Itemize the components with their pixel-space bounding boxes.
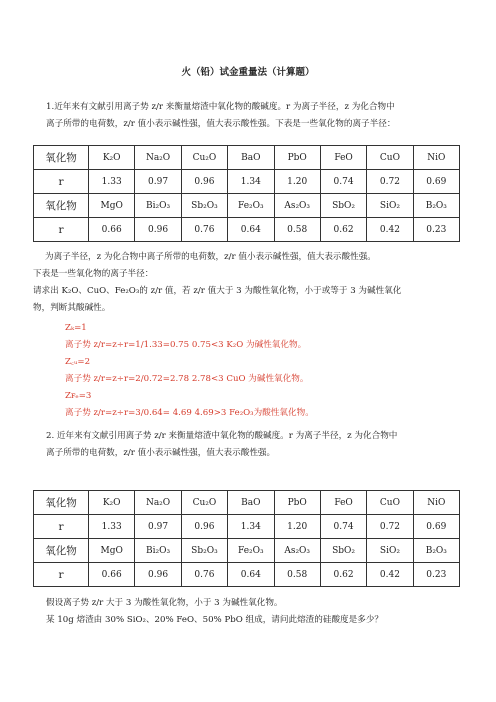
table-row [34, 539, 460, 563]
radius-cell: 0.64 [228, 563, 274, 587]
radius-cell: 0.97 [135, 170, 181, 194]
radius-cell: 1.20 [274, 515, 320, 539]
oxide-cell: PbO [274, 491, 320, 515]
radius-cell: 0.62 [320, 563, 366, 587]
header-r: r [34, 218, 89, 242]
answer-block [65, 320, 445, 422]
radius-cell: 0.58 [274, 218, 320, 242]
oxide-cell: PbO [274, 146, 320, 170]
after-table-line-2: 下表是一些氧化物的离子半径： [33, 269, 154, 279]
radius-cell: 1.34 [228, 515, 274, 539]
table-row [34, 194, 460, 218]
table-row [34, 515, 460, 539]
answer-z-k: Zₖ=1 [65, 323, 87, 333]
radius-cell: 0.96 [135, 218, 181, 242]
oxide-cell: SbO₂ [320, 539, 366, 563]
oxide-cell: SiO₂ [367, 194, 413, 218]
radius-cell: 1.34 [228, 170, 274, 194]
radius-cell: 0.42 [367, 218, 413, 242]
oxide-cell: Sb₂O₃ [181, 539, 227, 563]
answer-z-cu: Z꜀ᵤ=2 [65, 357, 91, 367]
radius-cell: 0.72 [367, 515, 413, 539]
q1-line-1: 1.近年来有文献引用离子势 z/r 来衡量熔渣中氧化物的酸碱度。r 为离子半径，z 为化合物中 [46, 102, 395, 112]
answer-fe2o3-calc: 离子势 z/r=z÷r=3/0.64= 4.69 4.69>3 Fe₂O₃为酸性氧化物。 [65, 408, 314, 418]
radius-cell: 0.66 [89, 563, 135, 587]
q2-line-2: 离子所带的电荷数，z/r 值小表示碱性强，值大表示酸性强。 [46, 448, 276, 458]
radius-cell: 0.69 [413, 515, 459, 539]
oxide-cell: NiO [413, 491, 459, 515]
header-oxide: 氧化物 [34, 146, 89, 170]
q2-line-1: 2. 近年来有文献引用离子势 z/r 来衡量熔渣中氧化物的酸碱度。r 为离子半径，z 为化合物中 [46, 431, 398, 441]
header-r: r [34, 170, 89, 194]
radius-cell: 1.20 [274, 170, 320, 194]
oxide-cell: SbO₂ [320, 194, 366, 218]
oxide-cell: B₂O₃ [413, 539, 459, 563]
header-oxide: 氧化物 [34, 539, 89, 563]
question-2-intro [46, 428, 456, 462]
oxide-cell: FeO [320, 146, 366, 170]
document-title: 火（铅）试金重量法（计算题） [181, 67, 315, 78]
radius-cell: 0.96 [135, 563, 181, 587]
q1-line-2: 离子所带的电荷数，z/r 值小表示碱性强，值大表示酸性强。下表是一些氧化物的离子半径： [46, 119, 396, 129]
oxide-cell: MgO [89, 194, 135, 218]
oxide-cell: FeO [320, 491, 366, 515]
radius-cell: 0.76 [181, 563, 227, 587]
oxide-cell: Fe₂O₃ [228, 194, 274, 218]
q2-after-line-1: 假设离子势 z/r 大于 3 为酸性氧化物，小于 3 为碱性氧化物。 [46, 598, 283, 608]
oxide-cell: Na₂O [135, 491, 181, 515]
table-row [34, 170, 460, 194]
oxide-cell: SiO₂ [367, 539, 413, 563]
radius-cell: 0.23 [413, 218, 459, 242]
oxide-cell: CuO [367, 491, 413, 515]
table-row [34, 491, 460, 515]
question-1-prompt [33, 249, 463, 317]
radius-cell: 0.96 [181, 170, 227, 194]
radius-cell: 0.96 [181, 515, 227, 539]
question-2-prompt [46, 595, 456, 629]
oxide-cell: BaO [228, 146, 274, 170]
oxide-cell: NiO [413, 146, 459, 170]
table-row [34, 563, 460, 587]
radius-cell: 0.58 [274, 563, 320, 587]
oxide-cell: CuO [367, 146, 413, 170]
oxide-cell: Na₂O [135, 146, 181, 170]
radius-cell: 0.74 [320, 170, 366, 194]
oxide-cell: Cu₂O [181, 146, 227, 170]
oxide-cell: Bi₂O₃ [135, 539, 181, 563]
header-oxide: 氧化物 [34, 491, 89, 515]
oxide-cell: K₂O [89, 146, 135, 170]
after-table-line-1: 为离子半径，z 为化合物中离子所带的电荷数，z/r 值小表示碱性强，值大表示酸性强。 [45, 252, 376, 262]
radius-cell: 1.33 [89, 170, 135, 194]
oxide-cell: MgO [89, 539, 135, 563]
header-r: r [34, 563, 89, 587]
oxide-cell: Bi₂O₃ [135, 194, 181, 218]
answer-cuo-calc: 离子势 z/r=z÷r=2/0.72=2.78 2.78<3 CuO 为碱性氧化物。 [65, 374, 309, 384]
radius-cell: 0.23 [413, 563, 459, 587]
oxide-cell: K₂O [89, 491, 135, 515]
radius-cell: 0.76 [181, 218, 227, 242]
table-row [34, 218, 460, 242]
oxide-cell: B₂O₃ [413, 194, 459, 218]
radius-cell: 0.66 [89, 218, 135, 242]
answer-k2o-calc: 离子势 z/r=z÷r=1/1.33=0.75 0.75<3 K₂O 为碱性氧化物。 [65, 340, 307, 350]
answer-z-fe: Zꜰₑ=3 [65, 391, 92, 401]
oxide-radius-table-2 [33, 490, 460, 587]
header-r: r [34, 515, 89, 539]
table-row [34, 146, 460, 170]
radius-cell: 1.33 [89, 515, 135, 539]
radius-cell: 0.69 [413, 170, 459, 194]
radius-cell: 0.72 [367, 170, 413, 194]
header-oxide: 氧化物 [34, 194, 89, 218]
oxide-cell: Cu₂O [181, 491, 227, 515]
after-table-line-3: 请求出 K₂O、CuO、Fe₂O₃的 z/r 值，若 z/r 值大于 3 为酸性氧化物，小于或等于 3 为碱性氧化 [33, 286, 402, 296]
radius-cell: 0.42 [367, 563, 413, 587]
oxide-cell: Sb₂O₃ [181, 194, 227, 218]
radius-cell: 0.97 [135, 515, 181, 539]
oxide-radius-table-1 [33, 145, 460, 242]
radius-cell: 0.74 [320, 515, 366, 539]
oxide-cell: As₂O₃ [274, 194, 320, 218]
question-1-intro [46, 99, 456, 133]
oxide-cell: Fe₂O₃ [228, 539, 274, 563]
after-table-line-4: 物，判断其酸碱性。 [33, 303, 111, 313]
q2-after-line-2: 某 10g 熔渣由 30% SiO₂、20% FeO、50% PbO 组成，请问此熔渣的硅酸度是多少？ [46, 615, 384, 625]
oxide-cell: As₂O₃ [274, 539, 320, 563]
radius-cell: 0.62 [320, 218, 366, 242]
oxide-cell: BaO [228, 491, 274, 515]
radius-cell: 0.64 [228, 218, 274, 242]
